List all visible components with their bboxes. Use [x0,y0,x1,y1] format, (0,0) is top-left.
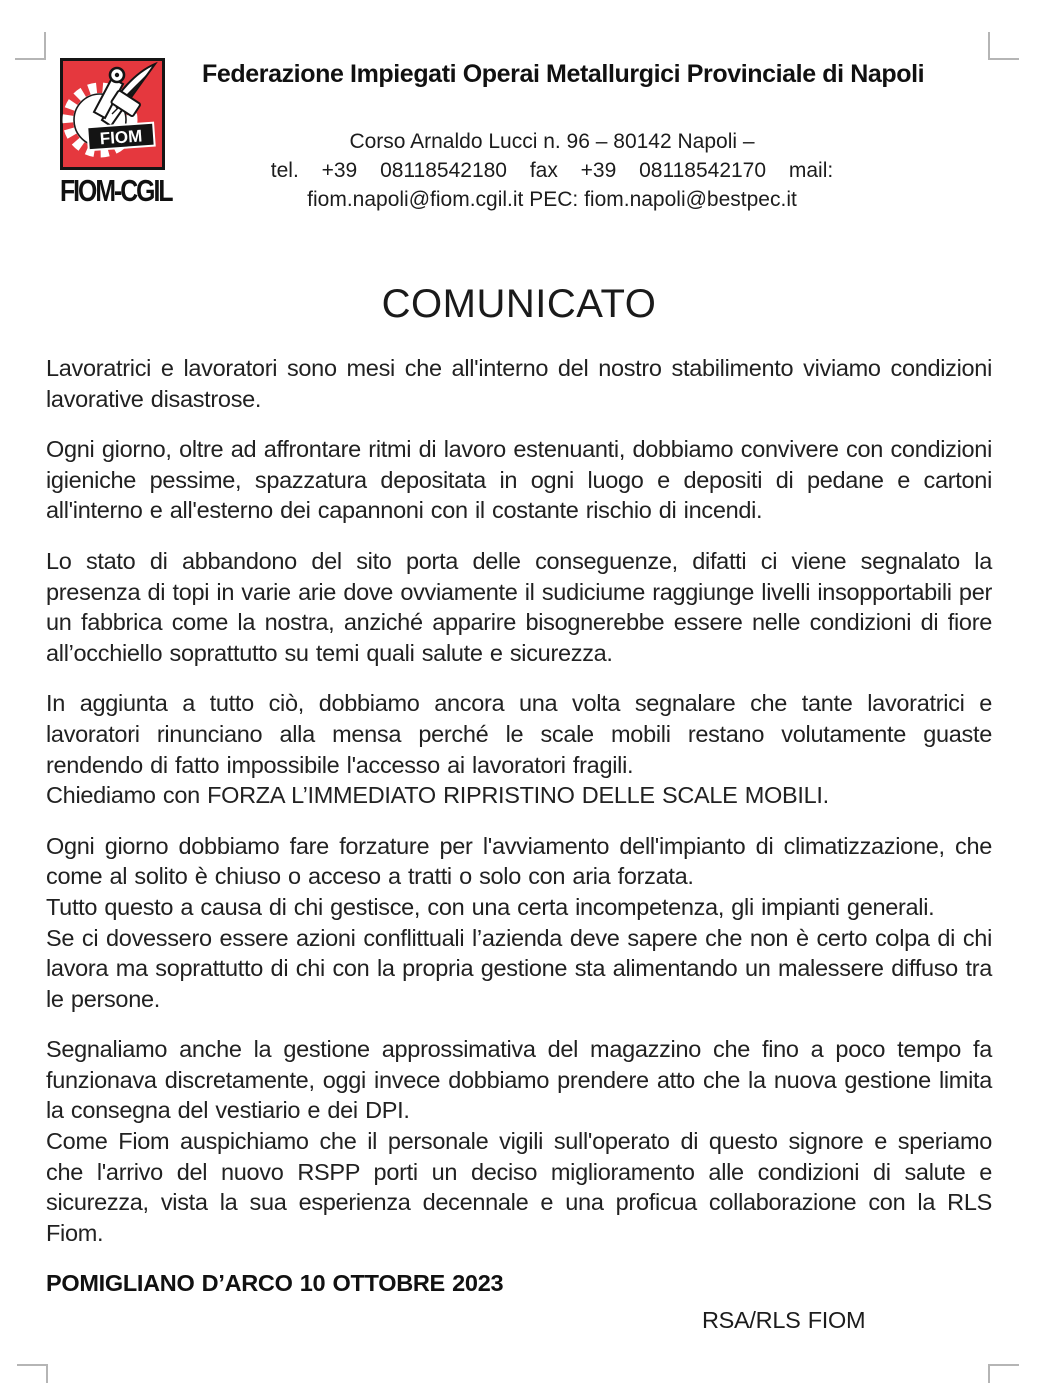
paragraph-group [46,831,992,1015]
corner-mark-top-right [988,32,1019,60]
fiom-gear-quill-icon [60,58,165,170]
date-place-line: POMIGLIANO D’ARCO 10 OTTOBRE 2023 [46,1270,504,1297]
paragraph: Segnaliamo anche la gestione approssimativa del magazzino che fino a poco tempo fa funzionava discretamente, oggi invece dobbiamo prendere atto che la nuova gestione limita la consegna del vestiario e dei DPI. [46,1036,992,1124]
fiom-banner-text: FIOM [99,126,143,149]
paragraph: Tutto questo a causa di chi gestisce, con una certa incompetenza, gli impianti generali. [46,893,935,920]
paragraph: Ogni giorno, oltre ad affrontare ritmi di lavoro estenuanti, dobbiamo convivere con condizioni igieniche pessime, spazzatura depositata in ogni luogo e depositi di pedane e cartoni all'interno e all'esterno dei capannoni con il costante rischio di incendi. [46,436,992,524]
paragraph: Lavoratrici e lavoratori sono mesi che all'interno del nostro stabilimento viviamo condizioni lavorative disastrose. [46,355,992,412]
paragraph-group [46,1034,992,1248]
paragraph: In aggiunta a tutto ciò, dobbiamo ancora una volta segnalare che tante lavoratrici e lavoratori rinunciano alla mensa perché le scale mobili restano volutamente guaste rendendo di fatto impossibile l'accesso ai lavoratori fragili. [46,690,992,778]
fiom-cgil-logo [60,58,178,209]
paragraph-group [46,546,992,668]
address-email: fiom.napoli@fiom.cgil.it PEC: fiom.napoli@bestpec.it [307,188,797,211]
document-body [0,327,1038,1336]
paragraph: Se ci dovessero essere azioni conflittuali l’azienda deve sapere che non è certo colpa di chi lavora ma soprattutto di chi con la propria gestione sta alimentando un malessere diffuso tra le persone. [46,924,992,1012]
letterhead-text [178,58,994,214]
corner-mark-bottom-left [17,1364,48,1383]
signature-line: RSA/RLS FIOM [702,1307,866,1334]
paragraph-group [46,353,992,414]
logo-caption: FIOM-CGIL [60,173,172,208]
address-block [232,127,872,214]
paragraph: Come Fiom auspichiamo che il personale vigili sull'operato di questo signore e speriamo che l'arrivo del nuovo RSPP porti un deciso miglioramento alle condizioni di salute e sicurezza, vista la sua esperienza decennale e una proficua collaborazione con la RLS Fiom. [46,1128,992,1246]
paragraph: Chiediamo con FORZA L’IMMEDIATO RIPRISTINO DELLE SCALE MOBILI. [46,782,829,809]
corner-mark-top-left [15,32,46,60]
organization-title: Federazione Impiegati Operai Metallurgici Provinciale di Napoli [202,60,925,88]
paragraph: Ogni giorno dobbiamo fare forzature per l'avviamento dell'impianto di climatizzazione, che come al solito è chiuso o acceso a tratti o solo con aria forzata. [46,832,992,890]
address-street: Corso Arnaldo Lucci n. 96 – 80142 Napoli – [349,130,755,153]
body-paragraphs [46,353,992,1248]
paragraph: Lo stato di abbandono del sito porta delle conseguenze, difatti ci viene segnalato la presenza di topi in varie arie dove ovviamente il sudiciume raggiunge livelli insopportabili per un fabbrica come la nostra, anziché apparire bisognerebbe essere nelle condizioni di fiore all’occhiello soprattutto su temi quali salute e sicurezza. [46,547,992,666]
letterhead [0,0,1038,214]
address-phone-fax: tel. +39 08118542180 fax +39 08118542170 mail: [270,159,834,182]
paragraph-group [46,688,992,810]
corner-mark-bottom-right [988,1364,1019,1383]
document-title: COMUNICATO [381,282,657,326]
paragraph-group [46,434,992,526]
